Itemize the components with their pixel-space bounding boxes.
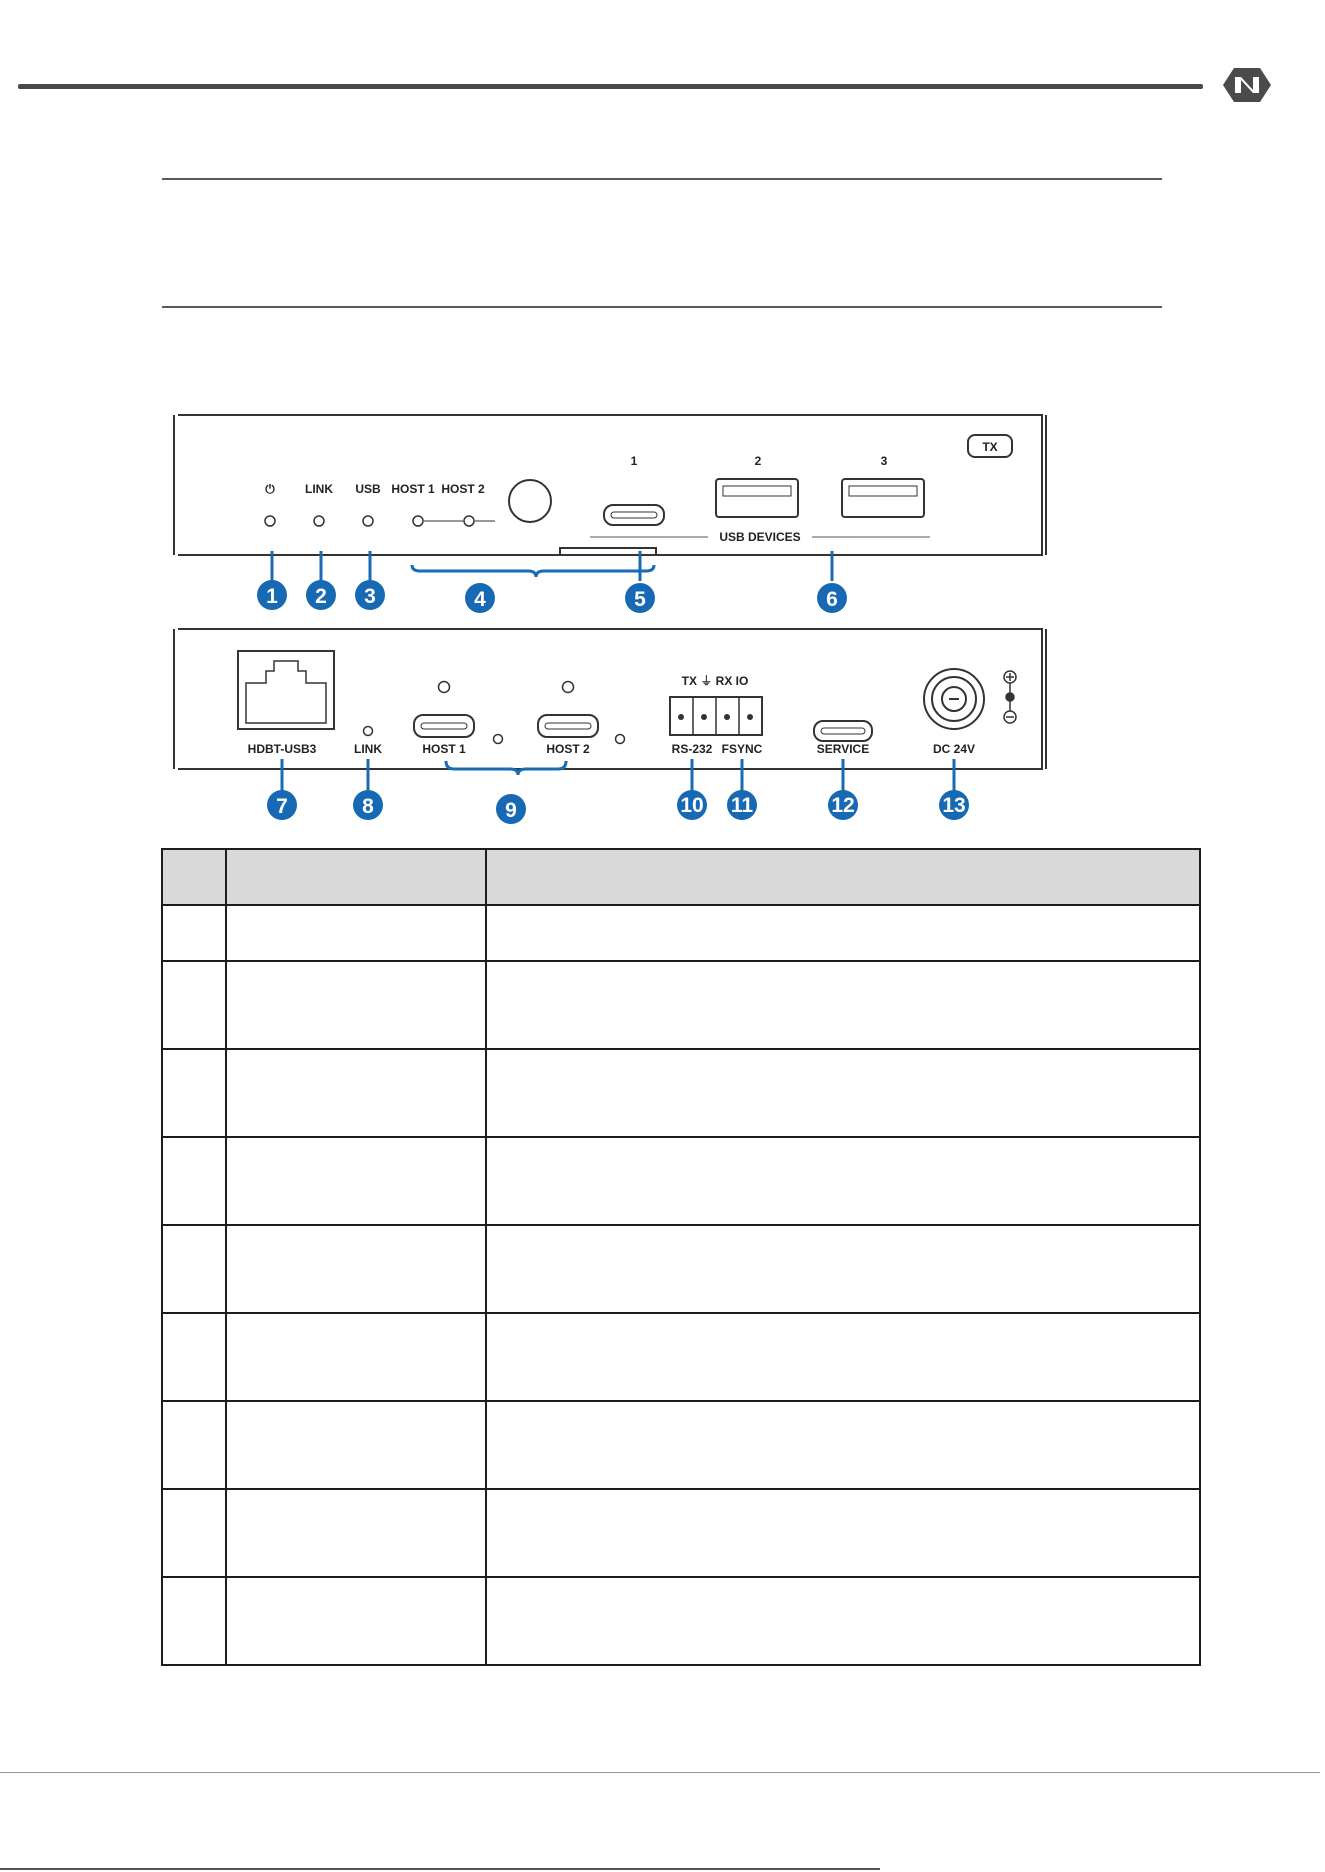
bottom-rule [0,1868,880,1870]
callout-4: 4 [474,588,486,611]
usb-led-label: USB [355,482,381,496]
callout-11: 11 [730,794,754,817]
usb-port-number-2: 2 [754,454,762,468]
callout-7: 7 [276,795,288,818]
callout-6: 6 [826,588,838,611]
front-panel [174,415,1046,555]
usb-port-number-1: 1 [630,454,638,468]
table-row [162,1049,1200,1137]
header-cell-number [162,849,226,905]
host2-led-label: HOST 2 [441,482,485,496]
table-row [162,905,1200,961]
host1-led-label: HOST 1 [391,482,435,496]
callout-5: 5 [634,588,646,611]
rear-panel [174,629,1046,769]
power-led-label: ⏻ [265,482,275,496]
table-row [162,1225,1200,1313]
table-header-row [162,849,1200,905]
host2-label: HOST 2 [546,742,590,756]
dc-24v-label: DC 24V [932,742,976,756]
callout-13: 13 [942,794,966,817]
link-led-label: LINK [305,482,333,496]
rear-link-label: LINK [354,742,382,756]
section-rule-bottom [162,306,1162,308]
device-panel-diagram [170,405,1050,825]
header-rule [18,84,1203,89]
footer-rule [0,1772,1320,1773]
callout-9: 9 [505,799,517,822]
callouts-rear [267,790,969,824]
section-rule-top [162,178,1162,180]
usb-a-port-3 [842,479,924,517]
table-row [162,961,1200,1049]
callout-1: 1 [266,585,278,608]
table-row [162,1137,1200,1225]
usb-port-number-3: 3 [880,454,888,468]
callout-2: 2 [315,585,327,608]
callouts-front [257,580,847,613]
fsync-label: FSYNC [721,742,763,756]
tx-badge-label: TX [982,440,998,454]
terminal-pin-labels: TX ⏚ RX IO [681,674,749,688]
header-cell-feature [226,849,486,905]
brand-logo-icon [1221,66,1273,104]
table-row [162,1313,1200,1401]
callout-10: 10 [680,794,704,817]
hdbt-usb3-label: HDBT-USB3 [247,742,317,756]
table-row [162,1577,1200,1665]
callout-12: 12 [831,794,855,817]
rs232-label: RS-232 [671,742,713,756]
host1-label: HOST 1 [422,742,466,756]
callout-8: 8 [362,795,374,818]
header-cell-function [486,849,1200,905]
host-select-button[interactable] [509,480,551,522]
feature-table [161,848,1201,1666]
service-label: SERVICE [816,742,870,756]
usb-devices-label: USB DEVICES [719,530,801,544]
table-row [162,1401,1200,1489]
usb-a-port-2 [716,479,798,517]
callout-3: 3 [364,585,376,608]
polarity-icon [1004,671,1016,723]
table-row [162,1489,1200,1577]
